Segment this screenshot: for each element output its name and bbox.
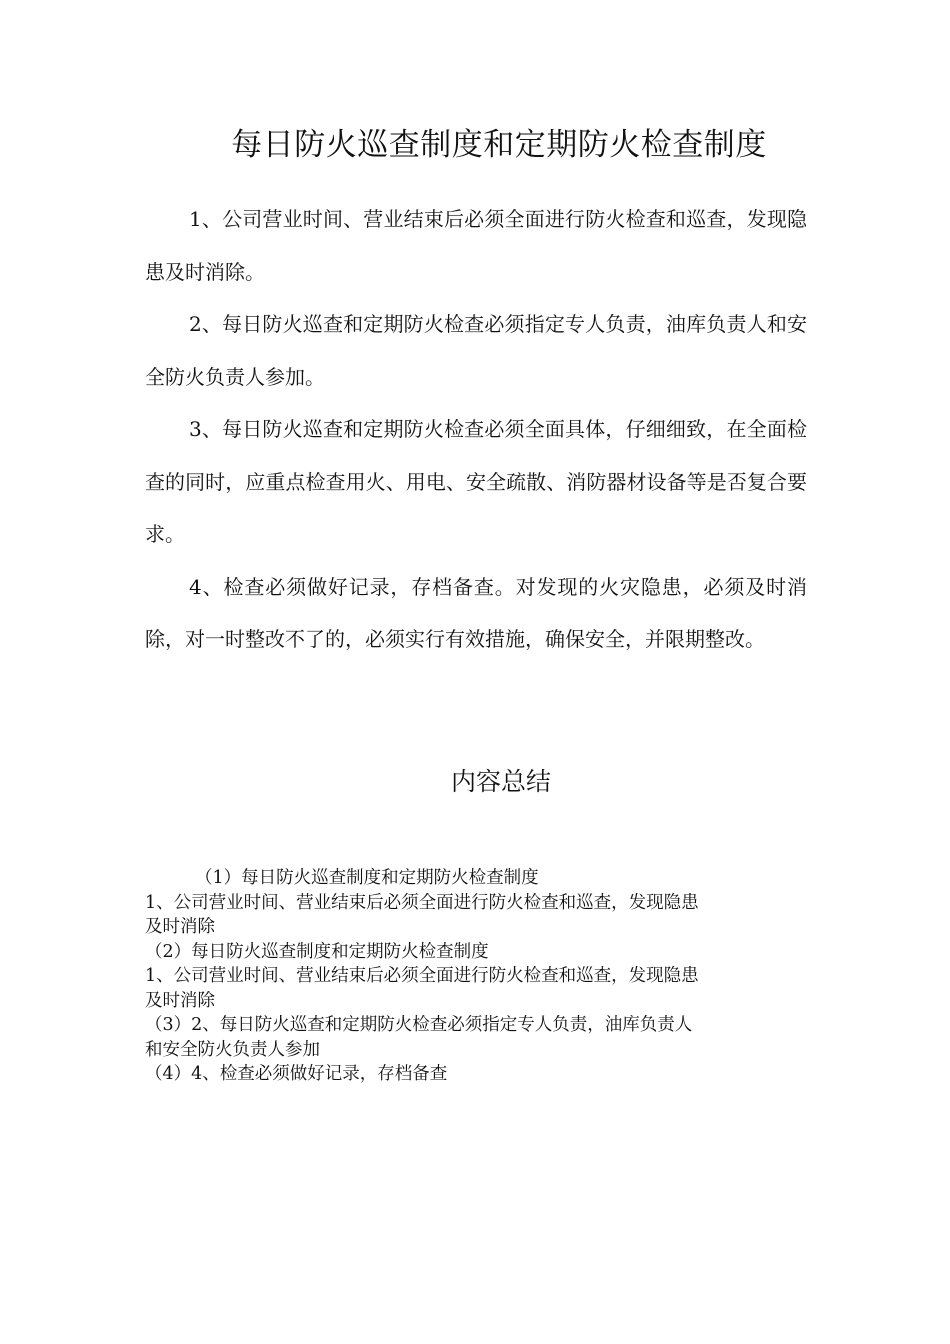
paragraph-1: 1、公司营业时间、营业结束后必须全面进行防火检查和巡查，发现隐患及时消除。 (145, 207, 807, 284)
summary-line: 1、公司营业时间、营业结束后必须全面进行防火检查和巡查，发现隐患 (145, 966, 699, 986)
summary-line: 及时消除 (145, 990, 215, 1011)
summary-line: （1）每日防火巡查制度和定期防火检查制度 (195, 868, 539, 888)
summary-heading: 内容总结 (450, 767, 551, 796)
paragraph-4: 4、检查必须做好记录，存档备查。对发现的火灾隐患，必须及时消除，对一时整改不了的，必须实行有效措施，确保安全，并限期整改。 (145, 574, 807, 651)
document-title: 每日防火巡查制度和定期防火检查制度 (231, 127, 767, 163)
summary-block (145, 866, 805, 1087)
paragraph-2: 2、每日防火巡查和定期防火检查必须指定专人负责，油库负责人和安全防火负责人参加。 (145, 312, 807, 389)
summary-line: 及时消除 (145, 917, 215, 937)
summary-line: （3）2、每日防火巡查和定期防火检查必须指定专人负责，油库负责人 (145, 1015, 693, 1035)
document-body (145, 193, 807, 666)
summary-line: 和安全防火负责人参加 (145, 1039, 320, 1060)
summary-line: （2）每日防火巡查制度和定期防火检查制度 (145, 941, 489, 962)
summary-line: 1、公司营业时间、营业结束后必须全面进行防火检查和巡查，发现隐患 (145, 892, 699, 913)
paragraph-3: 3、每日防火巡查和定期防火检查必须全面具体，仔细细致，在全面检查的同时，应重点检查用火、用电、安全疏散、消防器材设备等是否复合要求。 (145, 417, 807, 546)
summary-line: （4）4、检查必须做好记录，存档备查 (145, 1064, 448, 1084)
